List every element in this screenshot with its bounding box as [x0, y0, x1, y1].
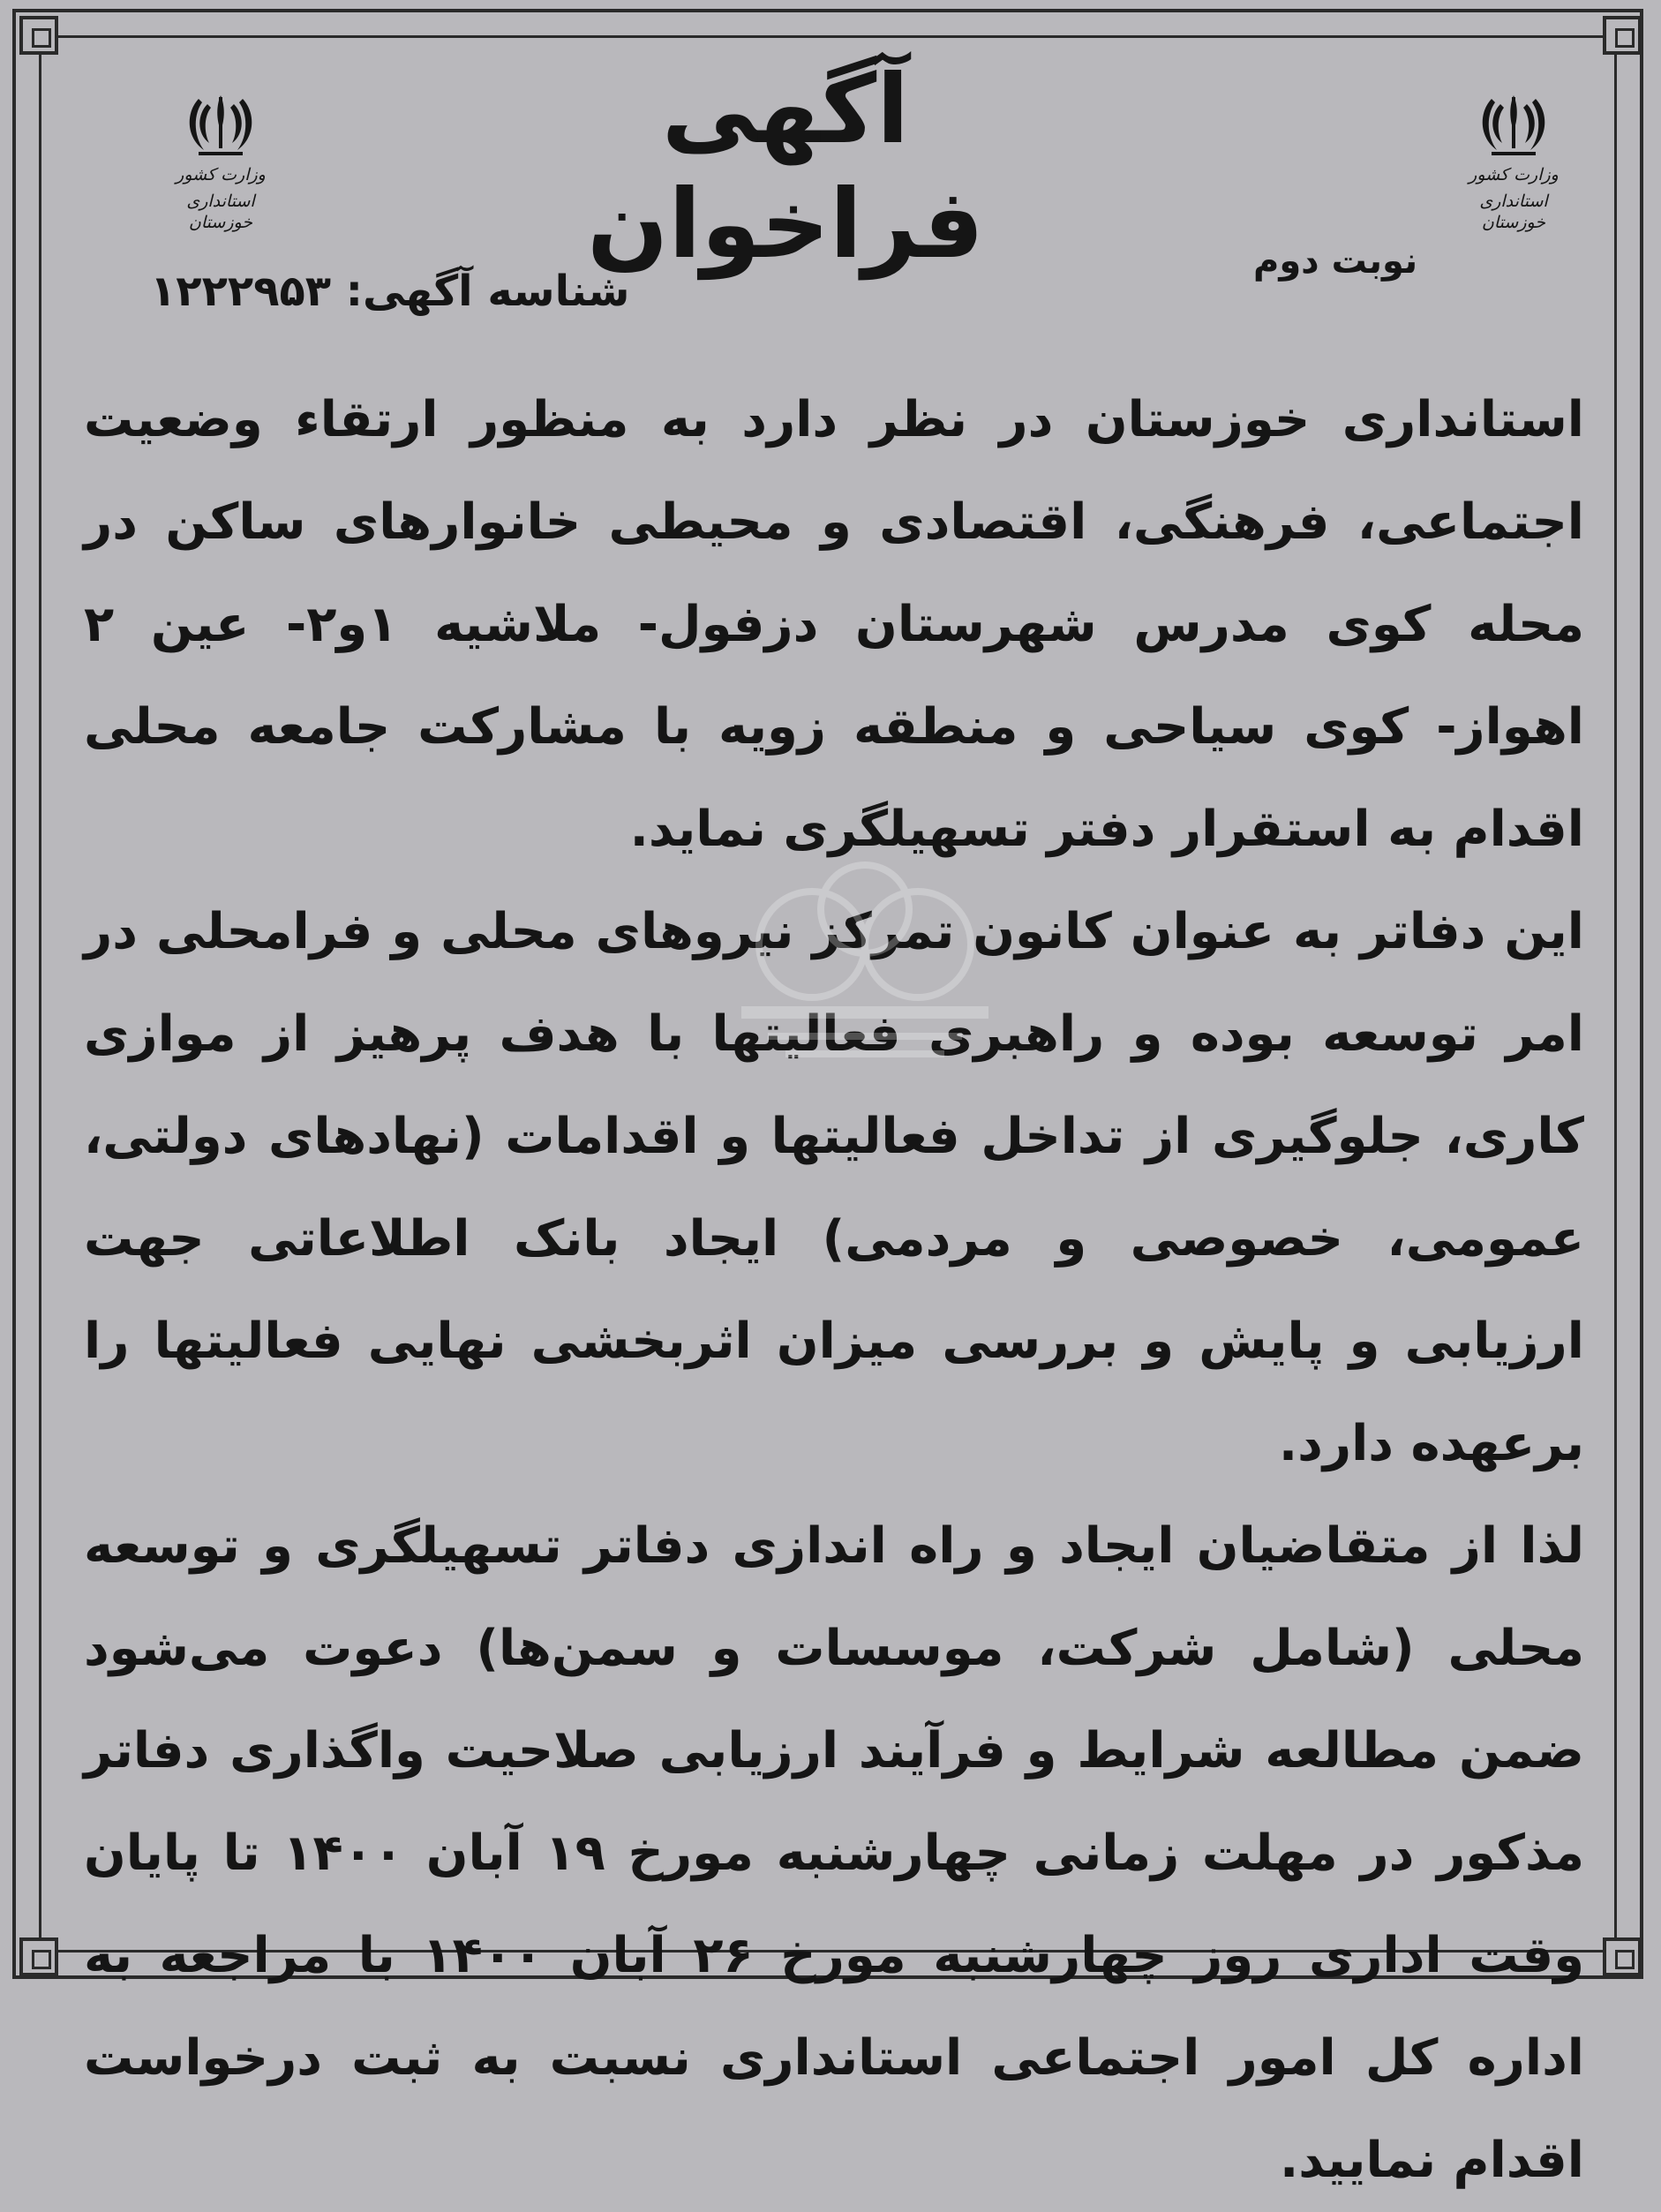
paragraph-role: این دفاتر به عنوان کانون تمرکز نیروهای محلی و فرامحلی در امر توسعه بوده و راهبری فعالیتها با هدف پرهیز از موازی کاری، جلوگیری از تداخل فعالیتها و اقدامات (نهادهای دولتی، عمومی، خصوصی و مردمی) ایجاد بانک اطلاعاتی جهت ارزیابی و پایش و بررسی میزان اثربخشی نهایی فعالیتها را برعهده دارد. [84, 903, 1584, 1472]
iran-emblem-icon [1474, 88, 1553, 159]
notice-body [84, 369, 1584, 2212]
corner-ornament [1603, 1937, 1642, 1976]
emblem-caption-top: وزارت کشور [1469, 165, 1559, 184]
publication-round: نوبت دوم [1253, 241, 1418, 282]
corner-ornament [1603, 16, 1642, 55]
emblem-caption-top: وزارت کشور [176, 165, 266, 184]
emblem-caption-bottom: استانداری خوزستان [1479, 192, 1548, 232]
paragraph-intro: استانداری خوزستان در نظر دارد به منظور ارتقاء وضعیت اجتماعی، فرهنگی، اقتصادی و محیطی خانوارهای ساکن در محله کوی مدرس شهرستان دزفول- ملاشیه ۱و۲- عین ۲ اهواز- کوی سیاحی و منطقه زویه با مشارکت جامعه محلی اقدام به استقرار دفتر تسهیلگری نماید. [84, 391, 1584, 858]
emblem-right [1447, 88, 1580, 233]
iran-emblem-icon [181, 88, 260, 159]
emblem-caption-bottom: استانداری خوزستان [186, 192, 255, 232]
corner-ornament [19, 1937, 58, 1976]
corner-ornament [19, 16, 58, 55]
page-title: آگهی فراخوان [587, 55, 984, 280]
ad-id: شناسه آگهی: ۱۲۲۲۹۵۳ [150, 267, 630, 316]
paragraph-invitation: لذا از متقاضیان ایجاد و راه اندازی دفاتر تسهیلگری و توسعه محلی (شامل شرکت، موسسات و سمن‌ها) دعوت می‌شود ضمن مطالعه شرایط و فرآیند ارزیابی صلاحیت واگذاری دفاتر مذکور در مهلت زمانی چهارشنبه مورخ ۱۹ آبان ۱۴۰۰ تا پایان وقت اداری روز چهارشنبه مورخ ۲۶ آبان ۱۴۰۰ با مراجعه به اداره کل امور اجتماعی استانداری نسبت به ثبت درخواست اقدام نمایید. [84, 1517, 1585, 2189]
emblem-left [154, 88, 287, 233]
